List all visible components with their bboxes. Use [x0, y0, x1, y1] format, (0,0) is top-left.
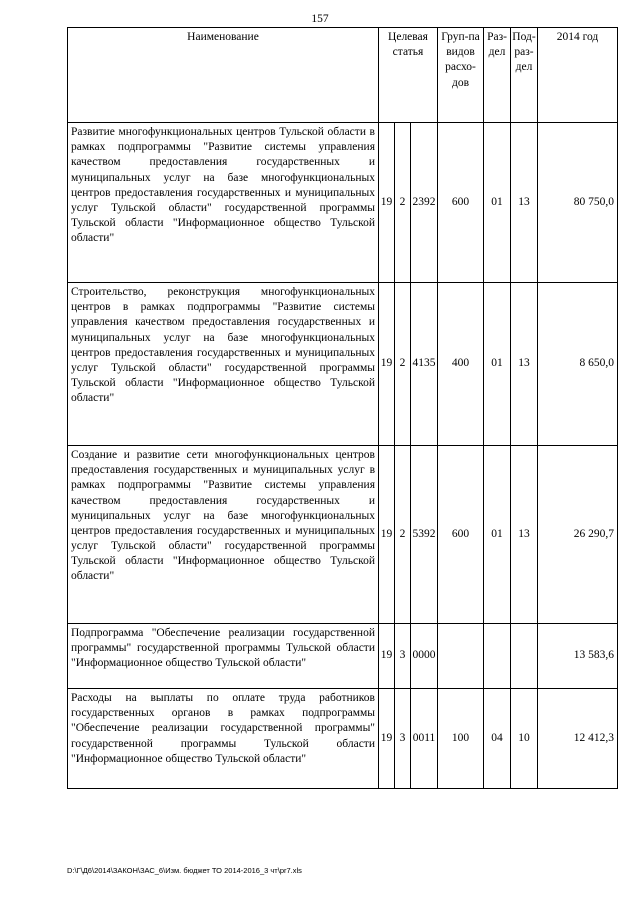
header-subsection: Под-раз-дел	[511, 28, 538, 123]
row-name: Строительство, реконструкция многофункциональных центров в рамках подпрограммы "Развитие системы управления качеством предоставления государственных и муниципальных услуг на базе многофункциональных центров предоставления государственных и муниципальных услуг Тульской области" государственной программы Тульской области "Информационное общество Тульской области"	[68, 283, 379, 446]
row-amount: 13 583,6	[538, 624, 618, 689]
row-section: 04	[484, 689, 511, 789]
row-expense-group: 400	[438, 283, 484, 446]
row-section	[484, 624, 511, 689]
row-expense-group: 600	[438, 123, 484, 283]
row-ts-subprogram: 3	[395, 689, 411, 789]
row-subsection: 13	[511, 123, 538, 283]
row-name: Создание и развитие сети многофункциональных центров предоставления государственных и муниципальных услуг в рамках подпрограммы "Развитие системы управления качеством предоставления государственных и муниципальных услуг на базе многофункциональных центров предоставления государственных и муниципальных услуг Тульской области" государственной программы Тульской области "Информационное общество Тульской области"	[68, 446, 379, 624]
table-row	[68, 624, 618, 689]
row-section: 01	[484, 446, 511, 624]
row-ts-program: 19	[379, 446, 395, 624]
page-number: 157	[311, 13, 329, 25]
table-row	[68, 689, 618, 789]
row-ts-code: 0000	[411, 624, 438, 689]
row-ts-code: 2392	[411, 123, 438, 283]
table-header-row	[68, 28, 618, 123]
header-section: Раз-дел	[484, 28, 511, 123]
row-name: Расходы на выплаты по оплате труда работников государственных органов в рамках подпрограммы "Обеспечение реализации государственной программы" государственной программы Тульской области "Информационное общество Тульской области"	[68, 689, 379, 789]
row-subsection	[511, 624, 538, 689]
row-ts-subprogram: 2	[395, 446, 411, 624]
row-section: 01	[484, 123, 511, 283]
header-name: Наименование	[68, 28, 379, 123]
row-subsection: 13	[511, 283, 538, 446]
row-ts-program: 19	[379, 123, 395, 283]
row-subsection: 13	[511, 446, 538, 624]
row-ts-program: 19	[379, 624, 395, 689]
table-row	[68, 283, 618, 446]
row-section: 01	[484, 283, 511, 446]
row-ts-subprogram: 3	[395, 624, 411, 689]
row-amount: 80 750,0	[538, 123, 618, 283]
header-expense-group: Груп-па видов расхо-дов	[438, 28, 484, 123]
row-expense-group: 600	[438, 446, 484, 624]
row-name: Подпрограмма "Обеспечение реализации государственной программы" государственной программы Тульской области "Информационное общество Тульской области"	[68, 624, 379, 689]
row-ts-program: 19	[379, 283, 395, 446]
row-amount: 12 412,3	[538, 689, 618, 789]
row-name: Развитие многофункциональных центров Тульской области в рамках подпрограммы "Развитие системы управления качеством предоставления государственных и муниципальных услуг на базе многофункциональных центров предоставления государственных и муниципальных услуг Тульской области" государственной программы Тульской области "Информационное общество Тульской области"	[68, 123, 379, 283]
row-ts-subprogram: 2	[395, 123, 411, 283]
header-year: 2014 год	[538, 28, 618, 123]
row-ts-code: 0011	[411, 689, 438, 789]
row-ts-code: 4135	[411, 283, 438, 446]
table-row	[68, 446, 618, 624]
row-ts-program: 19	[379, 689, 395, 789]
row-ts-subprogram: 2	[395, 283, 411, 446]
table-row	[68, 123, 618, 283]
budget-table	[67, 27, 618, 789]
row-ts-code: 5392	[411, 446, 438, 624]
row-subsection: 10	[511, 689, 538, 789]
row-amount: 8 650,0	[538, 283, 618, 446]
file-path-footer: D:\Г\Д6\2014\ЗАКОН\ЗАС_6\Изм. бюджет ТО 2014-2016_3 чт\pr7.xls	[67, 866, 302, 875]
header-target-article: Целевая статья	[379, 28, 438, 123]
row-amount: 26 290,7	[538, 446, 618, 624]
row-expense-group	[438, 624, 484, 689]
row-expense-group: 100	[438, 689, 484, 789]
